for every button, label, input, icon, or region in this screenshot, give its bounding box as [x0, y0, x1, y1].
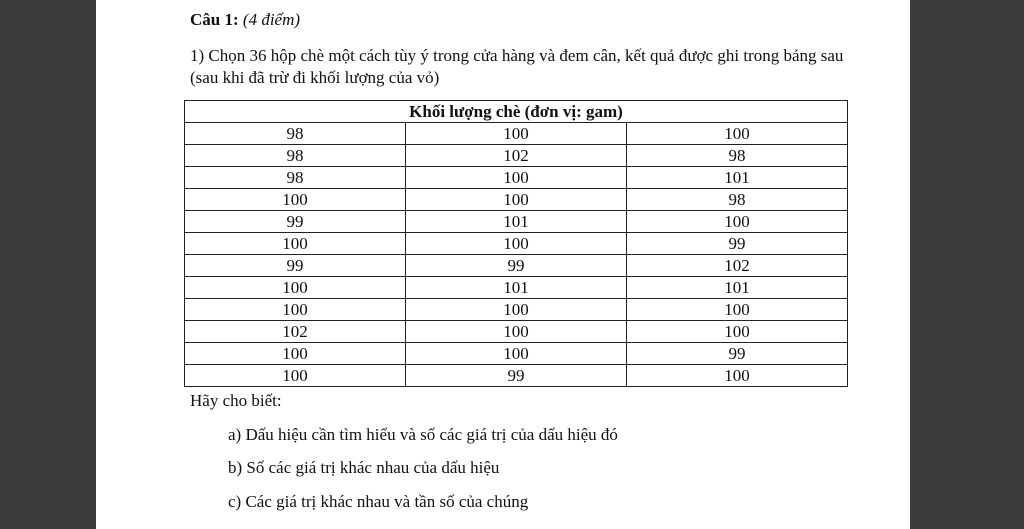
table-cell: 101 [406, 277, 627, 299]
table-cell: 99 [185, 255, 406, 277]
question-points: (4 điểm) [242, 10, 301, 29]
table-row [185, 211, 848, 233]
table-cell: 100 [406, 299, 627, 321]
table-cell: 98 [627, 145, 848, 167]
table-cell: 101 [406, 211, 627, 233]
table-cell: 100 [627, 365, 848, 387]
table-row [185, 145, 848, 167]
table-cell: 101 [627, 167, 848, 189]
table-cell: 102 [406, 145, 627, 167]
table-row [185, 123, 848, 145]
table-cell: 100 [185, 365, 406, 387]
table-cell: 99 [627, 343, 848, 365]
table-cell: 100 [406, 343, 627, 365]
table-cell: 102 [185, 321, 406, 343]
table-cell: 100 [185, 343, 406, 365]
table-header-row [185, 101, 848, 123]
table-cell: 100 [185, 299, 406, 321]
table-row [185, 299, 848, 321]
table-cell: 98 [185, 145, 406, 167]
table-cell: 100 [406, 123, 627, 145]
subquestion-a: a) Dấu hiệu cần tìm hiểu và số các giá trị của dấu hiệu đó [228, 425, 618, 444]
table-cell: 100 [627, 299, 848, 321]
table-cell: 99 [406, 255, 627, 277]
table-cell: 102 [627, 255, 848, 277]
table-cell: 100 [627, 123, 848, 145]
table-cell: 100 [406, 233, 627, 255]
subquestion-b: b) Số các giá trị khác nhau của dấu hiệu [228, 458, 500, 477]
table-row [185, 255, 848, 277]
table-cell: 100 [406, 189, 627, 211]
table-cell: 99 [185, 211, 406, 233]
table-row [185, 167, 848, 189]
question-prompt: Hãy cho biết: [190, 391, 282, 410]
table-row [185, 233, 848, 255]
table-cell: 100 [406, 167, 627, 189]
table-cell: 100 [185, 189, 406, 211]
question-label: Câu 1: [190, 10, 239, 29]
intro-paragraph: 1) Chọn 36 hộp chè một cách tùy ý trong cửa hàng và đem cân, kết quả được ghi trong bảng sau (sau khi đã trừ đi khối lượng của vỏ) [190, 46, 844, 87]
table-row [185, 189, 848, 211]
table-cell: 100 [627, 211, 848, 233]
table-header: Khối lượng chè (đơn vị: gam) [185, 101, 848, 123]
tea-weight-table [184, 100, 848, 387]
table-cell: 98 [627, 189, 848, 211]
document-page [96, 0, 910, 529]
table-cell: 100 [406, 321, 627, 343]
table-row [185, 365, 848, 387]
table-cell: 98 [185, 167, 406, 189]
table-cell: 99 [406, 365, 627, 387]
subquestion-c: c) Các giá trị khác nhau và tần số của chúng [228, 492, 529, 511]
table-cell: 100 [185, 233, 406, 255]
table-row [185, 277, 848, 299]
table-cell: 99 [627, 233, 848, 255]
table-cell: 100 [627, 321, 848, 343]
table-cell: 98 [185, 123, 406, 145]
table-cell: 101 [627, 277, 848, 299]
table-row [185, 343, 848, 365]
table-cell: 100 [185, 277, 406, 299]
question-heading [190, 10, 300, 30]
table-row [185, 321, 848, 343]
